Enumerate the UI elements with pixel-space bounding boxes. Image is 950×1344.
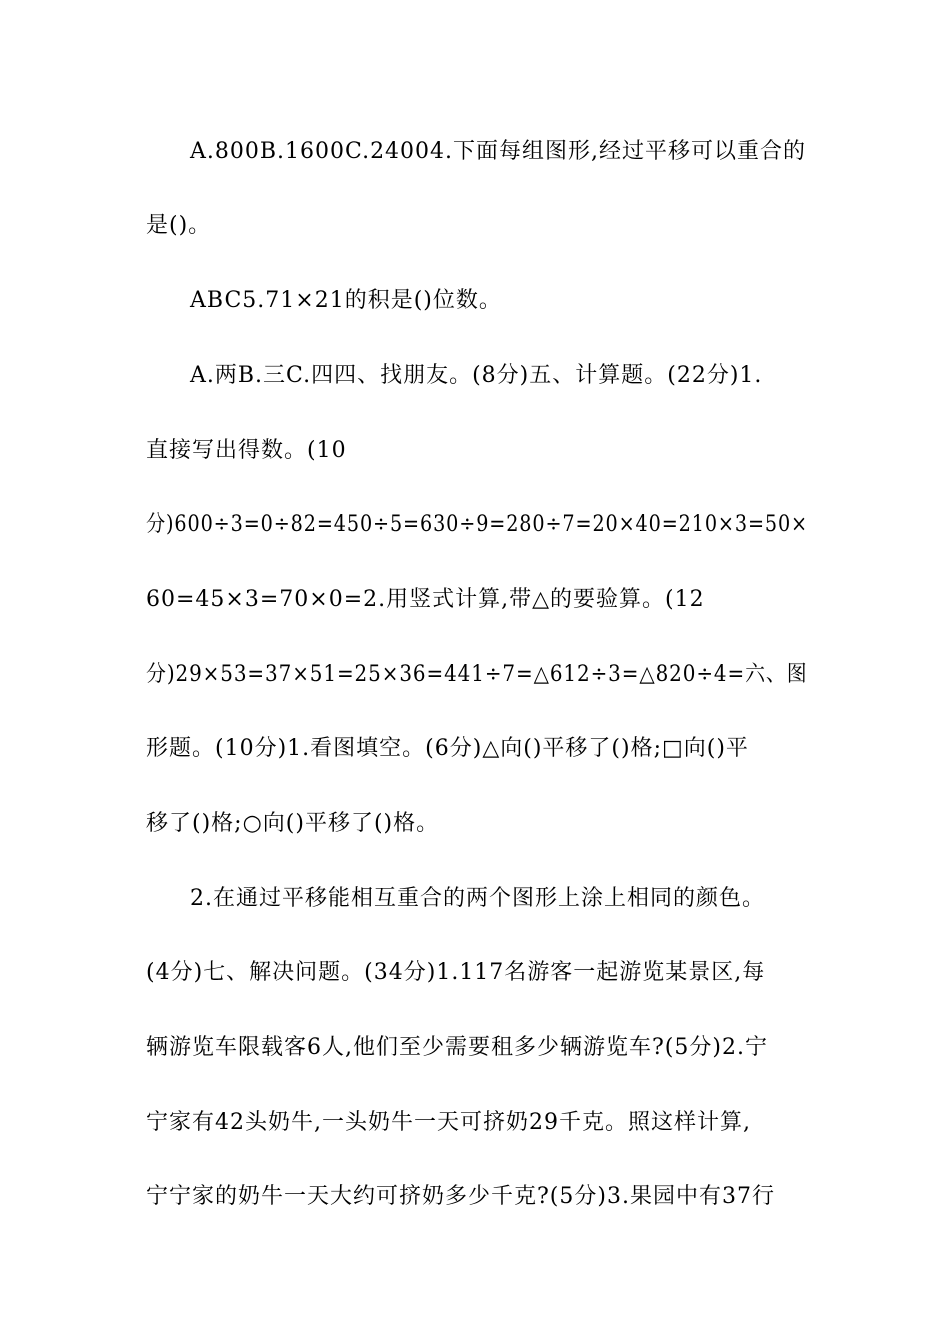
text-line: 分)600÷3=0÷82=450÷5=630÷9=280÷7=20×40=210×3=50×: [146, 512, 809, 537]
text-line: (4分)七、解决问题。(34分)1.117名游客一起游览某景区,每: [146, 960, 766, 985]
text-line: 60=45×3=70×0=2.用竖式计算,带△的要验算。(12: [146, 587, 705, 612]
text-line: 2.在通过平移能相互重合的两个图形上涂上相同的颜色。: [190, 886, 765, 911]
text-line: 宁宁家的奶牛一天大约可挤奶多少千克?(5分)3.果园中有37行: [146, 1184, 775, 1209]
text-line: 辆游览车限载客6人,他们至少需要租多少辆游览车?(5分)2.宁: [146, 1035, 768, 1060]
text-line: 是()。: [146, 213, 212, 238]
text-line: 形题。(10分)1.看图填空。(6分)△向()平移了()格;□向()平: [146, 736, 749, 761]
text-line: ABC5.71×21的积是()位数。: [190, 288, 502, 313]
text-line: A.800B.1600C.24004.下面每组图形,经过平移可以重合的: [190, 139, 807, 164]
text-line: 宁家有42头奶牛,一头奶牛一天可挤奶29千克。照这样计算,: [146, 1110, 751, 1135]
text-line: 移了()格;○向()平移了()格。: [146, 811, 440, 836]
text-line: A.两B.三C.四四、找朋友。(8分)五、计算题。(22分)1.: [190, 363, 763, 388]
text-line: 直接写出得数。(10: [146, 438, 347, 463]
text-line: 分)29×53=37×51=25×36=441÷7=△612÷3=△820÷4=六、图: [146, 662, 808, 687]
